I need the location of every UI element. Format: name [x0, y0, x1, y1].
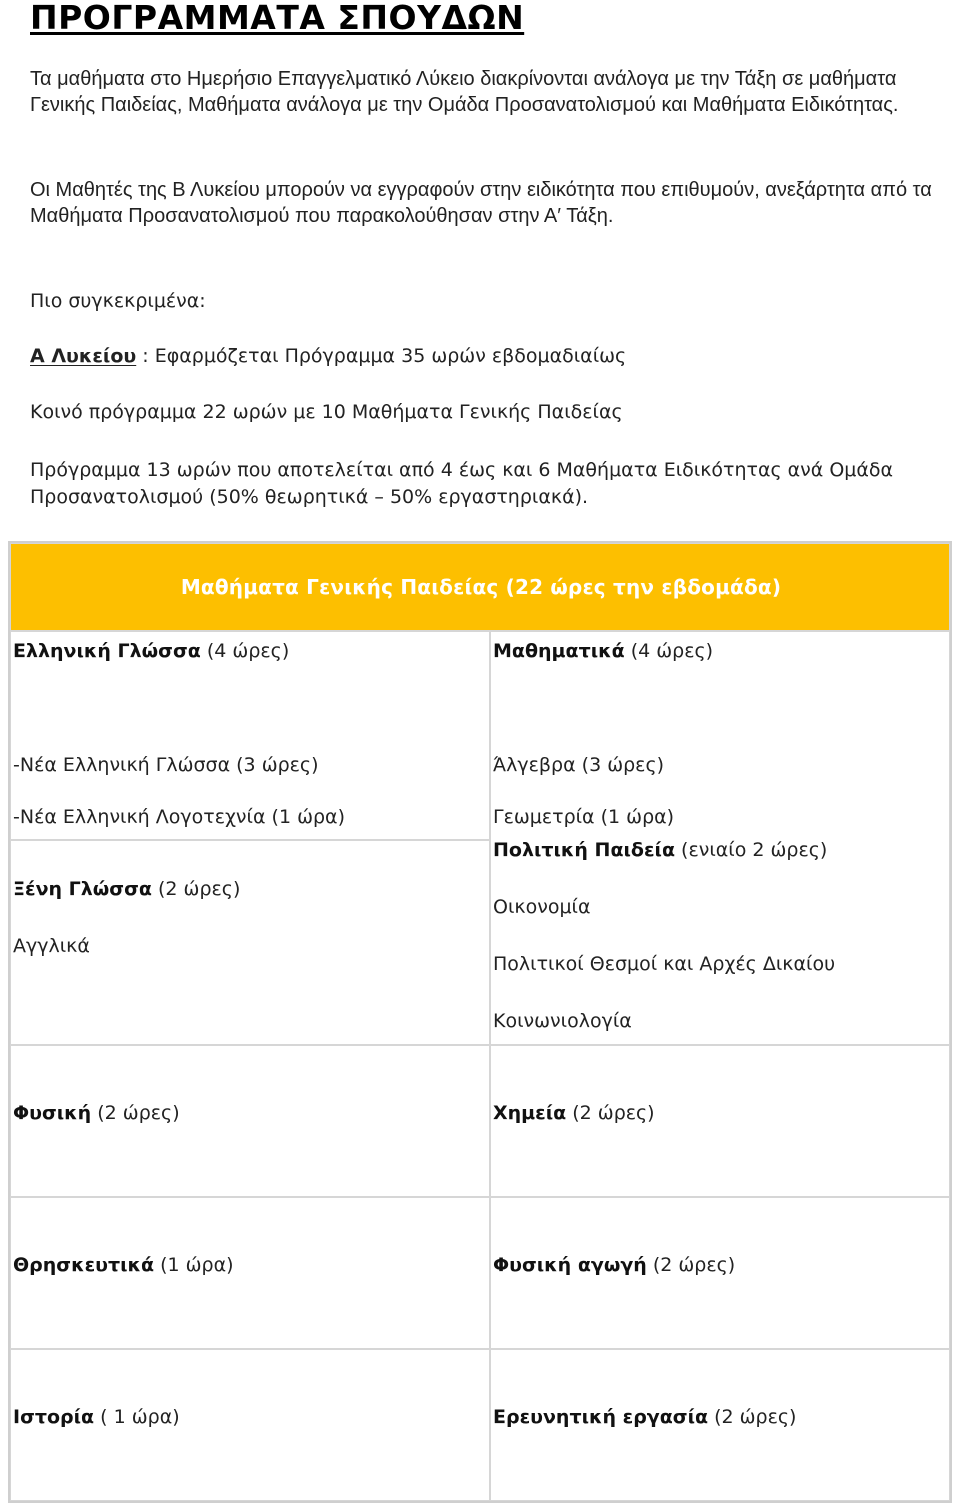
greek-title — [13, 632, 489, 689]
foreign-language-cell — [10, 840, 490, 1045]
a-lykeiou-line — [30, 343, 940, 370]
math-sub-2: Γεωμετρία (1 ώρα) — [493, 806, 675, 828]
civic-sub-1: Οικονομία — [493, 896, 591, 918]
research-name: Ερευνητική εργασία — [493, 1406, 709, 1428]
a-lykeiou-label: Α Λυκείου — [30, 345, 137, 367]
religion-title — [13, 1246, 489, 1303]
physics-cell — [10, 1045, 490, 1197]
foreign-sub-1: Αγγλικά — [13, 935, 90, 958]
math-hours: (4 ώρες) — [624, 640, 714, 662]
history-name: Ιστορία — [13, 1406, 95, 1428]
civic-sub-3: Κοινωνιολογία — [493, 1010, 632, 1032]
chemistry-cell — [490, 1045, 950, 1197]
a-lykeiou-text: : Εφαρμόζεται Πρόγραμμα 35 ωρών εβδομαδιαίως — [136, 345, 627, 367]
history-cell — [10, 1349, 490, 1501]
foreign-title — [13, 870, 489, 927]
greek-hours: (4 ώρες) — [200, 640, 290, 662]
math-sub-1: Άλγεβρα (3 ώρες) — [493, 754, 665, 776]
religion-name: Θρησκευτικά — [13, 1254, 155, 1276]
table-header: Μαθήματα Γενικής Παιδείας (22 ώρες την εβδομάδα) — [10, 543, 950, 631]
intro-paragraph-1: Τα μαθήματα στο Ημερήσιο Επαγγελματικό Λύκειο διακρίνονται ανάλογα με την Τάξη σε μαθήματα Γενικής Παιδείας, Μαθήματα ανάλογα με την Ομάδα Προσανατολισμού και Μαθήματα Ειδικότητας. — [30, 68, 899, 116]
religion-hours: (1 ώρα) — [154, 1254, 234, 1276]
page-title: ΠΡΟΓΡΑΜΜΑΤΑ ΣΠΟΥΔΩΝ — [30, 0, 525, 37]
religion-cell — [10, 1197, 490, 1349]
common-program-text: Κοινό πρόγραμμα 22 ωρών με 10 Μαθήματα Γενικής Παιδείας — [30, 401, 623, 423]
chemistry-hours: (2 ώρες) — [566, 1102, 655, 1124]
research-cell — [490, 1349, 950, 1501]
greek-name: Ελληνική Γλώσσα — [13, 640, 201, 662]
history-title — [13, 1398, 489, 1455]
general-education-table — [8, 541, 952, 1503]
research-title — [493, 1398, 949, 1455]
research-hours: (2 ώρες) — [708, 1406, 797, 1428]
pe-title — [493, 1246, 949, 1303]
chemistry-title — [493, 1094, 949, 1151]
math-name: Μαθηματικά — [493, 640, 625, 662]
greek-sub-2: -Νέα Ελληνική Λογοτεχνία (1 ώρα) — [13, 806, 345, 828]
foreign-name: Ξένη Γλώσσα — [13, 878, 152, 901]
math-title — [493, 632, 949, 689]
civic-name: Πολιτική Παιδεία — [493, 839, 675, 861]
intro-paragraph-2: Οι Μαθητές της Β Λυκείου μπορούν να εγγραφούν στην ειδικότητα που επιθυμούν, ανεξάρτητα από τα Μαθήματα Προσανατολισμού που παρακολούθησαν στην Α′ Τάξη. — [30, 179, 932, 227]
history-hours: ( 1 ώρα) — [94, 1406, 180, 1428]
greek-cell — [10, 631, 490, 840]
physics-title — [13, 1094, 489, 1151]
foreign-hours: (2 ώρες) — [151, 878, 241, 901]
specialty-program-text: Πρόγραμμα 13 ωρών που αποτελείται από 4 έως και 6 Μαθήματα Ειδικότητας ανά Ομάδα Προσανατολισμού (50% θεωρητικά – 50% εργαστηριακά). — [30, 459, 894, 508]
chemistry-name: Χημεία — [493, 1102, 567, 1124]
pe-hours: (2 ώρες) — [646, 1254, 736, 1276]
math-cell — [490, 631, 950, 1045]
greek-sub-1: -Νέα Ελληνική Γλώσσα (3 ώρες) — [13, 754, 319, 776]
pe-name: Φυσική αγωγή — [493, 1254, 647, 1276]
civic-hours: (ενιαίο 2 ώρες) — [675, 839, 828, 861]
specifics-label: Πιο συγκεκριμένα: — [30, 290, 206, 312]
civic-sub-2: Πολιτικοί Θεσμοί και Αρχές Δικαίου — [493, 953, 836, 975]
civic-title — [493, 832, 949, 888]
pe-cell — [490, 1197, 950, 1349]
physics-name: Φυσική — [13, 1102, 92, 1124]
physics-hours: (2 ώρες) — [91, 1102, 180, 1124]
